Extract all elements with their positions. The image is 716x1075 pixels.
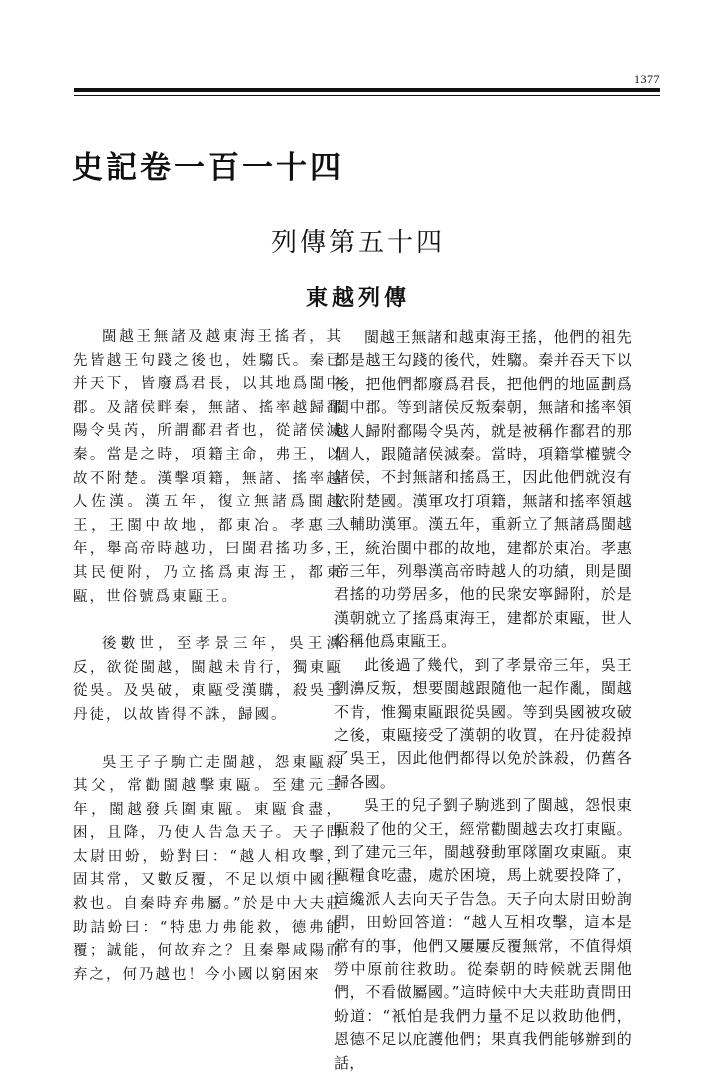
section-title: 東越列傳: [305, 286, 410, 311]
classical-paragraph-2: 後數世，至孝景三年，吳王濞反，欲從閩越，閩越未肯行，獨東甌從吳。及吳破，東甌受漢購，殺吳王丹徒，以故皆得不誅，歸國。: [73, 636, 343, 723]
classical-text-column: [73, 326, 343, 1011]
translation-column: [334, 326, 632, 1075]
classical-paragraph-3: 吳王子子駒亡走閩越，怨東甌殺其父，常勸閩越擊東甌。至建元三年，閩越發兵圍東甌。東甌食盡，困，且降，乃使人告急天子。天子問太尉田蚡，蚡對曰：“越人相攻擊，固其常，又數反覆，不足以煩中國往救也。自秦時弃弗屬。”於是中大夫莊助詰蚡曰：“特患力弗能救，德弗能覆；誠能，何故弃之？且秦舉咸陽而弃之，何乃越也！今小國以窮困來: [73, 754, 343, 983]
page-number: 1377: [634, 72, 660, 86]
translation-paragraph-1: 閩越王無諸和越東海王搖，他們的祖先都是越王勾踐的後代，姓騶。秦并吞天下以後，把他們都廢爲君長，把他們的地區劃爲閩中郡。等到諸侯反叛秦朝，無諸和搖率領越人歸附鄱陽令吳芮，就是被稱作鄱君的那個人，跟隨諸侯滅秦。當時，項籍掌權號令諸侯，不封無諸和搖爲王，因此他們就沒有依附楚國。漢軍攻打項籍，無諸和搖率領越人輔助漢軍。漢五年，重新立了無諸爲閩越王，統治閩中郡的故地，建都於東冶。孝惠帝三年，列舉漢高帝時越人的功績，則是閩君搖的功勞居多，他的民衆安寧歸附，於是漢朝就立了搖爲東海王，建都於東甌，世人俗稱他爲東甌王。: [334, 328, 632, 651]
header-rule-thin: [74, 95, 660, 96]
header-rule-thick: [74, 88, 660, 92]
translation-paragraph-2: 此後過了幾代，到了孝景帝三年，吳王劉濞反叛，想要閩越跟隨他一起作亂，閩越不肯，惟獨東甌跟從吳國。等到吳國被攻破之後，東甌接受了漢朝的收買，在丹徒殺掉了吳王，因此他們都得以免於誅殺，仍舊各歸各國。: [334, 655, 632, 791]
chapter-title: 列傳第五十四: [270, 228, 445, 258]
classical-paragraph-1: 閩越王無諸及越東海王搖者，其先皆越王句踐之後也，姓騶氏。秦已并天下，皆廢爲君長，以其地爲閩中郡。及諸侯畔秦，無諸、搖率越歸鄱陽令吳芮，所謂鄱君者也，從諸侯滅秦。當是之時，項籍主命，弗王，以故不附楚。漢擊項籍，無諸、搖率越人佐漢。漢五年，復立無諸爲閩越王，王閩中故地，都東冶。孝惠三年，舉高帝時越功，曰閩君搖功多，其民便附，乃立搖爲東海王，都東甌，世俗號爲東甌王。: [73, 329, 343, 605]
translation-paragraph-3: 吳王的兒子劉子駒逃到了閩越，怨恨東甌殺了他的父王，經常勸閩越去攻打東甌。到了建元三年，閩越發動軍隊圍攻東甌。東甌糧食吃盡，處於困境，馬上就要投降了，這纔派人去向天子告急。天子向太尉田蚡詢問，田蚡回答道：“越人互相攻擊，這本是常有的事，他們又屢屢反覆無常，不值得煩勞中原前往救助。從秦朝的時候就丟開他們，不看做屬國。”這時候中大夫莊助責問田蚡道：“衹怕是我們力量不足以救助他們，恩德不足以庇護他們；果真我們能够辦到的話，: [334, 796, 632, 1072]
volume-title: 史記卷一百一十四: [72, 150, 344, 186]
